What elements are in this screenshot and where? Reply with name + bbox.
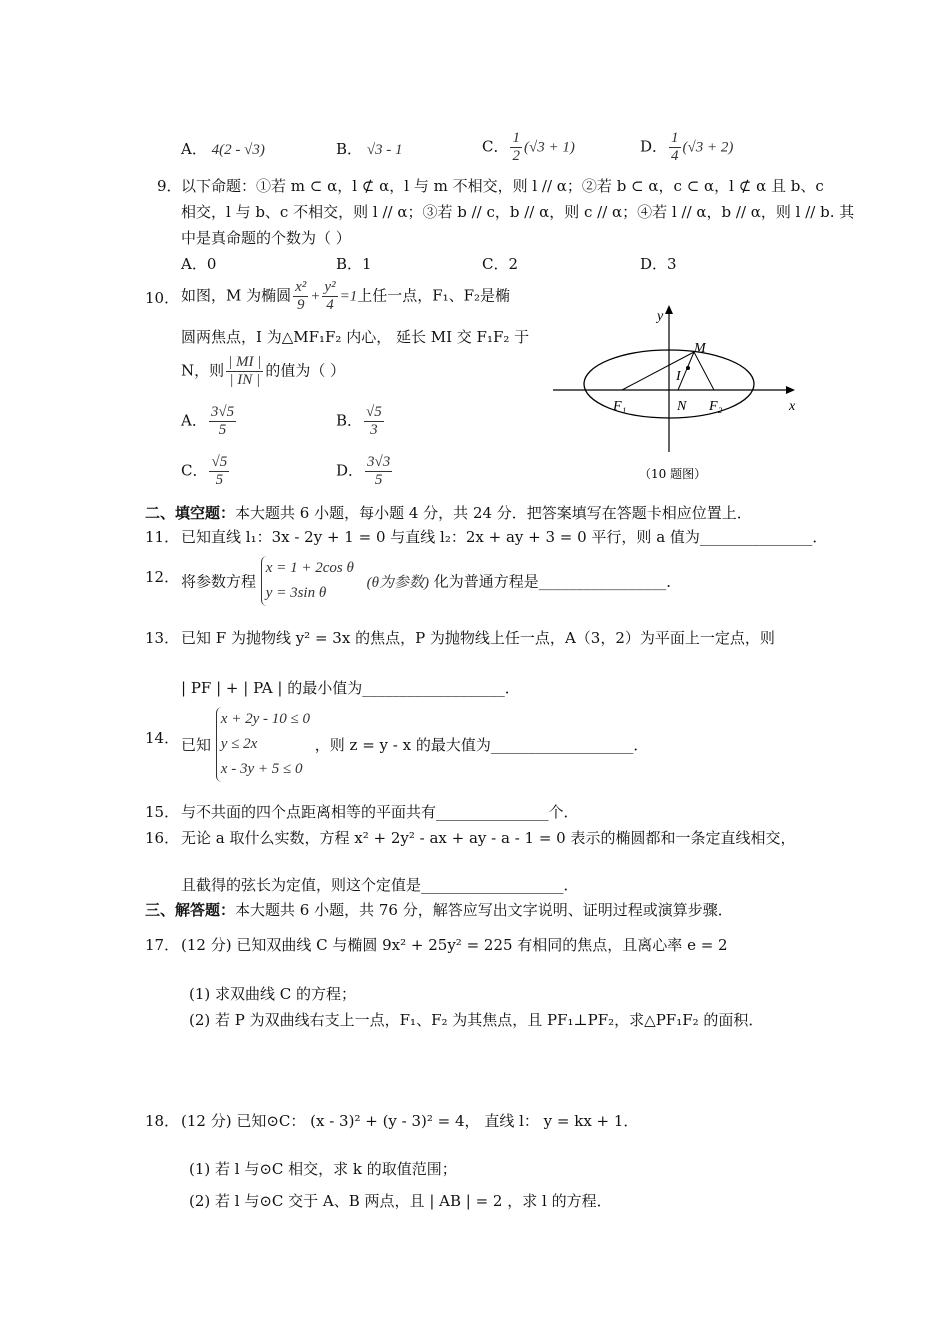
- q14-line: 已知 x + 2y - 10 ≤ 0 y ≤ 2x x - 3y + 5 ≤ 0 ，则 z = y - x 的最大值为___________________．: [181, 707, 648, 782]
- q10-option-c: C． $\frac{√5}{5}$: [181, 454, 228, 488]
- q10-line1: 如图，M 为椭圆 $\frac{\text{x²}}{9}$ + $\frac{\text{y²}}{4}$ =1上任一点，F₁、F₂是椭: [181, 279, 511, 313]
- q9-option-d: D．3: [640, 255, 677, 273]
- q9-number: 9．: [157, 177, 182, 195]
- x-axis-arrow: [786, 386, 795, 394]
- label-n: N: [677, 399, 687, 414]
- q9-line1: 以下命题：①若 m ⊂ α，l ⊄ α，l 与 m 不相交，则 l // α；②若 b ⊂ α，c ⊂ α，l ⊄ α 且 b、c: [181, 177, 824, 195]
- q9-line3: 中是真命题的个数为（ ）: [181, 229, 351, 247]
- label-y: y: [657, 309, 664, 324]
- q10-option-b: B． $\frac{√5}{3}$: [336, 404, 382, 438]
- label-m: M: [694, 341, 706, 356]
- q8-option-c: C． $\frac{1}{2}$ (√3 + 1): [482, 130, 575, 164]
- q17-part2: (2) 若 P 为双曲线右支上一点，F₁、F₂ 为其焦点，且 PF₁⊥PF₂，求△PF₁F₂ 的面积．: [189, 1011, 764, 1029]
- label-f1: F₁: [613, 399, 627, 414]
- q13-line1: 已知 F 为抛物线 y² = 3x 的焦点，P 为抛物线上任一点，A（3，2）为平面上一定点，则: [181, 629, 775, 647]
- q16-line1: 无论 a 取什么实数，方程 x² + 2y² - ax + ay - a - 1 = 0 表示的椭圆都和一条定直线相交，: [181, 829, 796, 847]
- incenter-dot: [686, 366, 690, 370]
- q15-text: 与不共面的四个点距离相等的平面共有_______________个．: [181, 803, 579, 821]
- q10-option-d: D． $\frac{3√3}{5}$: [336, 454, 391, 488]
- q16-line2: 且截得的弦长为定值，则这个定值是___________________．: [181, 876, 579, 894]
- q17-number: 17．: [145, 936, 180, 954]
- q14-number: 14．: [145, 729, 180, 747]
- q11-number: 11．: [145, 528, 180, 546]
- section3-header: 三、解答题：本大题共 6 小题，共 76 分，解答应写出文字说明、证明过程或演算步骤．: [145, 901, 733, 919]
- q9-option-a: A．0: [181, 255, 217, 273]
- q18-part2: (2) 若 l 与⊙C 交于 A、B 两点，且 | AB | = 2 ，求 l 的方程．: [189, 1192, 612, 1210]
- q12-number: 12．: [145, 568, 180, 586]
- q10-option-a: A． $\frac{3√5}{5}$: [181, 404, 235, 438]
- section2-header: 二、填空题：本大题共 6 小题，每小题 4 分，共 24 分．把答案填写在答题卡相应位置上．: [145, 504, 752, 522]
- q8-option-d: D． $\frac{1}{4}$ (√3 + 2): [640, 130, 734, 164]
- label-f2: F₂: [709, 399, 723, 414]
- ellipse-figure: [548, 300, 808, 490]
- q8-option-a: A． 4(2 - √3): [181, 140, 265, 158]
- q16-number: 16．: [145, 829, 180, 847]
- q13-number: 13．: [145, 629, 180, 647]
- q10-line2: 圆两焦点，I 为△MF₁F₂ 内心， 延长 MI 交 F₁F₂ 于: [181, 328, 530, 346]
- q9-line2: 相交，l 与 b、c 不相交，则 l // α；③若 b // c，b // α，则 c // α；④若 l // α，b // α，则 l // b. 其: [181, 203, 855, 221]
- q17-part1: (1) 求双曲线 C 的方程；: [189, 985, 357, 1003]
- q9-option-b: B．1: [336, 255, 372, 273]
- q11-text: 已知直线 l₁：3x - 2y + 1 = 0 与直线 l₂：2x + ay + 3 = 0 平行，则 a 值为_______________．: [181, 528, 828, 546]
- q17-stem: (12 分) 已知双曲线 C 与椭圆 9x² + 25y² = 225 有相同的焦点，且离心率 e = 2: [181, 936, 728, 954]
- q10-line3: N，则 $\frac{| MI |}{| IN |}$ 的值为（ ）: [181, 354, 346, 388]
- q18-stem: (12 分) 已知⊙C： (x - 3)² + (y - 3)² = 4， 直线 l： y = kx + 1．: [181, 1112, 639, 1130]
- q18-number: 18．: [145, 1112, 180, 1130]
- label-i: I: [676, 369, 681, 384]
- q12-line: 将参数方程 x = 1 + 2cos θ y = 3sin θ (θ为参数) 化为普通方程是_________________．: [181, 556, 681, 606]
- y-axis-arrow: [665, 305, 673, 314]
- label-x: x: [789, 399, 796, 414]
- q10-number: 10．: [145, 289, 180, 307]
- line-f1-m: [622, 352, 694, 390]
- q15-number: 15．: [145, 803, 180, 821]
- line-m-f2: [694, 352, 714, 390]
- q8-option-b: B． √3 - 1: [336, 140, 403, 158]
- q18-part1: (1) 若 l 与⊙C 相交，求 k 的取值范围；: [189, 1160, 457, 1178]
- q13-line2: | PF | + | PA | 的最小值为___________________．: [181, 679, 520, 697]
- figure-caption: （10 题图）: [639, 467, 707, 481]
- q9-option-c: C．2: [482, 255, 519, 273]
